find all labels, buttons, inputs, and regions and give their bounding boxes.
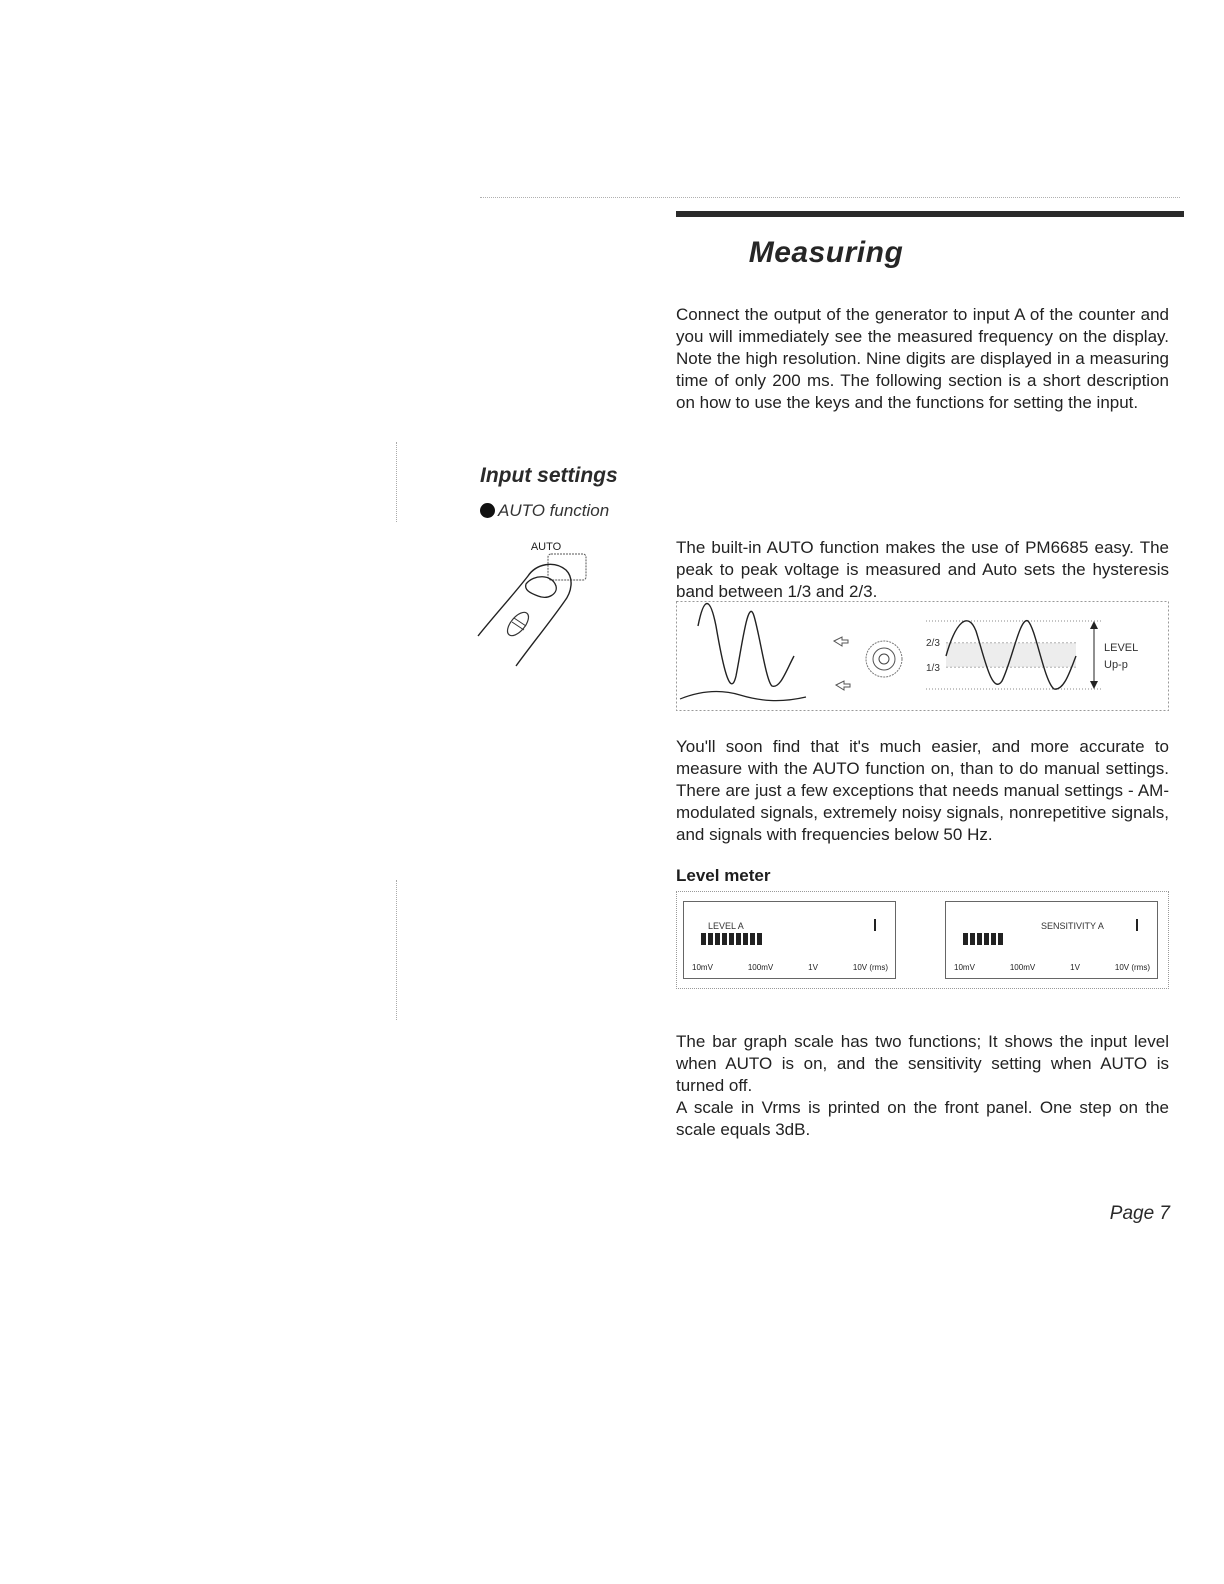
bar-segment xyxy=(729,933,734,945)
level-a-label: LEVEL A xyxy=(708,921,744,931)
bar-segment xyxy=(757,933,762,945)
scale-paragraph: A scale in Vrms is printed on the front panel. One step on the scale equals 3dB. xyxy=(676,1098,1169,1139)
bar-segment xyxy=(991,933,996,945)
bar-segment xyxy=(977,933,982,945)
bar-segment xyxy=(708,933,713,945)
bar-segment xyxy=(984,933,989,945)
scale-tick: 10V (rms) xyxy=(852,963,888,972)
top-dotted-rule xyxy=(480,197,1180,198)
bar-segment xyxy=(701,933,706,945)
auto-paragraph: The built-in AUTO function makes the use of PM6685 easy. The peak to peak voltage is measured and Auto sets the hysteresis band between 1/3 and 2/3. xyxy=(676,538,1169,601)
sensitivity-a-scale xyxy=(954,963,1150,972)
bar-segment xyxy=(963,933,968,945)
knob-icon xyxy=(866,641,902,677)
bar-segment xyxy=(970,933,975,945)
bar-segment xyxy=(736,933,741,945)
auto-function-label: AUTO function xyxy=(498,501,610,520)
finger-icon xyxy=(476,536,596,676)
intro-paragraph: Connect the output of the generator to input A of the counter and you will immediately see the measured frequency on the display. Note the high resolution. Nine digits are displayed in a measuring time of only 200 ms. The following section is a short description on how to use the keys and the functions for setting the input. xyxy=(676,305,1169,412)
bar-graph-paragraph: The bar graph scale has two functions; It shows the input level when AUTO is on, and the sensitivity setting when AUTO is turned off. xyxy=(676,1032,1169,1095)
auto-function-subheading xyxy=(480,501,609,521)
auto-key-label: AUTO xyxy=(530,541,562,553)
bar-segment xyxy=(722,933,727,945)
level-a-panel xyxy=(683,901,896,979)
sensitivity-a-label: SENSITIVITY A xyxy=(1041,921,1104,931)
arrow-right-icon xyxy=(834,637,848,646)
scale-tick: 10mV xyxy=(692,963,713,972)
sensitivity-a-bar-graph xyxy=(963,933,1003,945)
scale-tick: 1V xyxy=(1070,963,1080,972)
margin-rule-top xyxy=(396,442,397,522)
input-settings-heading: Input settings xyxy=(480,464,618,487)
level-a-scale xyxy=(692,963,888,972)
scale-tick: 100mV xyxy=(1009,963,1036,972)
bar-segment xyxy=(998,933,1003,945)
input-sine-wave xyxy=(698,604,794,687)
scale-tick: 100mV xyxy=(747,963,774,972)
bar-graph-section xyxy=(676,1031,1169,1141)
level-a-bar-graph xyxy=(701,933,762,945)
dc-offset-curve xyxy=(680,692,806,701)
bullet-icon xyxy=(480,503,495,518)
margin-rule-bottom xyxy=(396,880,397,1020)
lower-third-label: 1/3 xyxy=(926,663,940,674)
upp-label: Up-p xyxy=(1104,659,1128,671)
level-a-end-marker xyxy=(874,919,876,931)
arrow-left-icon xyxy=(836,681,850,690)
scale-tick: 10mV xyxy=(954,963,975,972)
sensitivity-a-panel xyxy=(945,901,1158,979)
scale-tick: 10V (rms) xyxy=(1114,963,1150,972)
bar-segment xyxy=(750,933,755,945)
bar-segment xyxy=(743,933,748,945)
hysteresis-figure xyxy=(676,601,1169,711)
bar-segment xyxy=(715,933,720,945)
page-number: Page 7 xyxy=(1109,1203,1170,1224)
scale-tick: 1V xyxy=(808,963,818,972)
sensitivity-a-end-marker xyxy=(1136,919,1138,931)
upper-third-label: 2/3 xyxy=(926,638,940,649)
page-title: Measuring xyxy=(748,236,904,269)
finger-press-illustration xyxy=(476,536,596,676)
level-label: LEVEL xyxy=(1104,642,1139,654)
accuracy-paragraph: You'll soon find that it's much easier, and more accurate to measure with the AUTO function on, than to do manual settings. There are just a few exceptions that needs manual settings - AM-modulated signals, extremely noisy signals, nonrepetitive signals, and signals with frequencies below 50 Hz. xyxy=(676,737,1169,844)
heading-rule xyxy=(676,211,1184,217)
level-meter-heading: Level meter xyxy=(676,866,771,885)
